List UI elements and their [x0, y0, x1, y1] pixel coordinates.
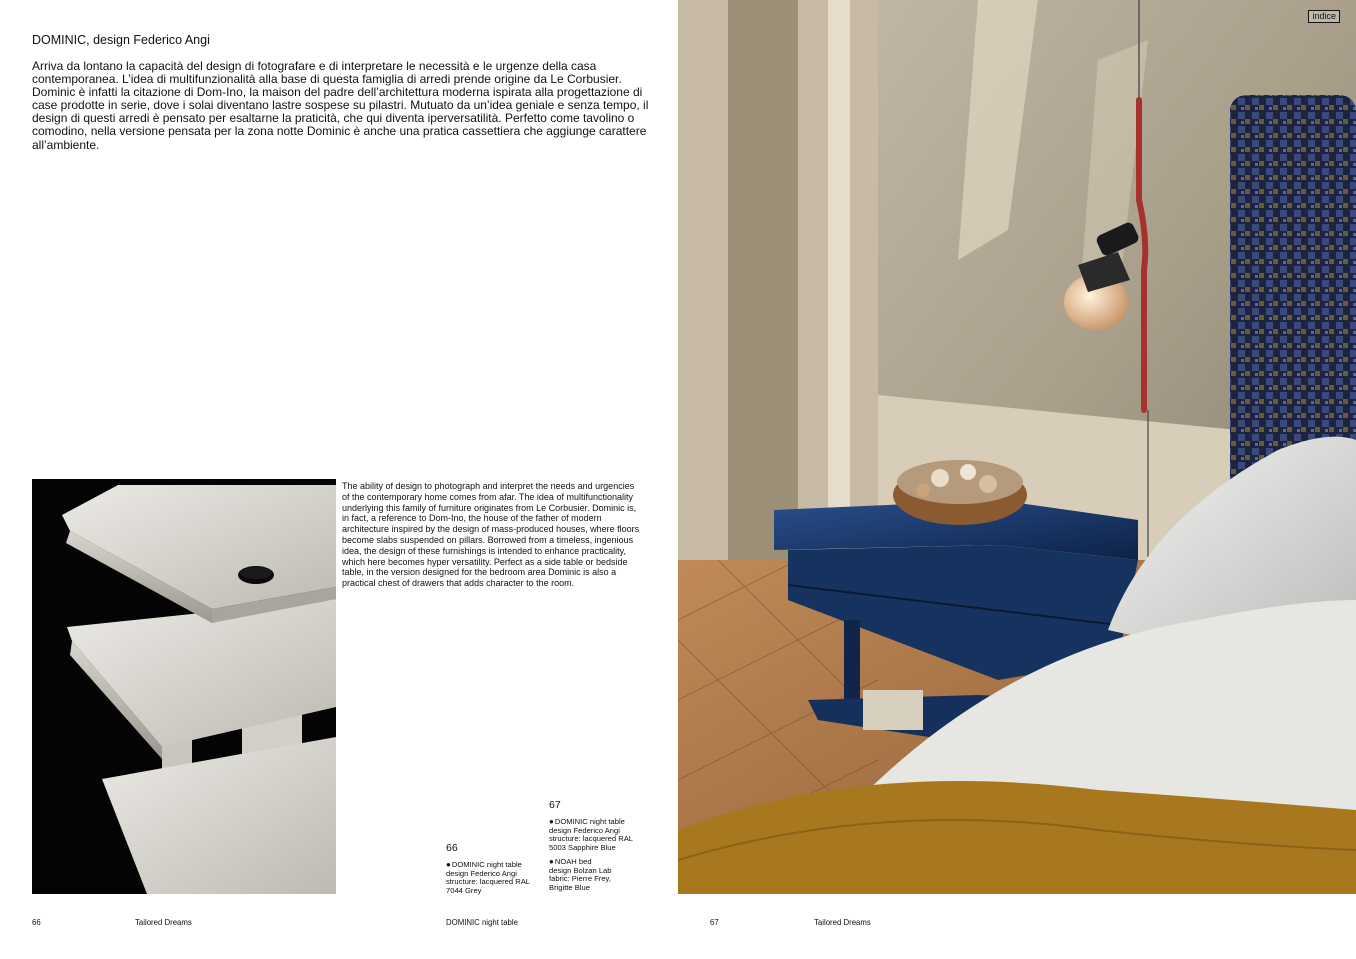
footer-product-name: DOMINIC night table: [446, 918, 518, 927]
intro-paragraph-english: The ability of design to photograph and interpret the needs and urgencies of the contemporary home comes from afar. The idea of multifunctionality underlying this family of furniture originates from Le Corbusier. Dominic is, in fact, a reference to Dom-Ino, the house of the father of modern architecture inspired by the design of mass-produced houses, where floors become slabs suspended on pillars. Borrowed from a timeless, ingenious idea, the design of these furnishings is intended to enhance practicality, which here becomes hyper versatility. Perfect as a side table or bedside table, in the version designed for the bedroom area Dominic is also a practical chest of drawers that adds character to the room.: [342, 481, 640, 589]
caption-item: ●DOMINIC night table design Federico Angi structure: lacquered RAL 5003 Sapphire Blue: [549, 817, 633, 853]
bullet-icon: ●: [549, 817, 554, 826]
caption-number-67: 67: [549, 799, 561, 811]
bullet-icon: ●: [446, 860, 451, 869]
footer-collection-right: Tailored Dreams: [814, 918, 871, 927]
page-title: DOMINIC, design Federico Angi: [32, 33, 210, 47]
footer-page-number-right: 67: [710, 918, 719, 927]
product-photo-grey-table: [32, 479, 336, 894]
caption-66: [446, 861, 546, 896]
bedroom-photo: [678, 0, 1356, 894]
grey-table-illustration: [32, 479, 336, 894]
footer-collection-left: Tailored Dreams: [135, 918, 192, 927]
footer-page-number-left: 66: [32, 918, 41, 927]
caption-67: [549, 818, 649, 893]
index-button[interactable]: indice: [1308, 10, 1340, 23]
caption-item: ●DOMINIC night table design Federico Angi structure: lacquered RAL 7044 Grey: [446, 860, 530, 896]
intro-paragraph-italian: Arriva da lontano la capacità del design di fotografare e di interpretare le necessità e le urgenze della casa contemporanea. L’idea di multifunzionalità alla base di questa famiglia di arredi prende origine da Le Corbusier. Dominic è infatti la citazione di Dom-Ino, la maison del padre dell’architettura moderna ispirata alla progettazione di case prodotte in serie, dove i solai diventano lastre sospese su pilastri. Mutuato da un’idea geniale e senza tempo, il design di questi arredi è pensato per esaltarne la praticità, che qui diventa iperversatilità. Perfetto come tavolino o comodino, nella versione pensata per la zona notte Dominic è anche una pratica cassettiera che aggiunge carattere all’ambiente.: [32, 59, 649, 152]
bedroom-illustration: [678, 0, 1356, 894]
caption-number-66: 66: [446, 842, 458, 854]
caption-item: ●NOAH bed design Bolzan Lab fabric: Pierre Frey, Brigitte Blue: [549, 856, 612, 892]
bullet-icon: ●: [549, 856, 554, 866]
